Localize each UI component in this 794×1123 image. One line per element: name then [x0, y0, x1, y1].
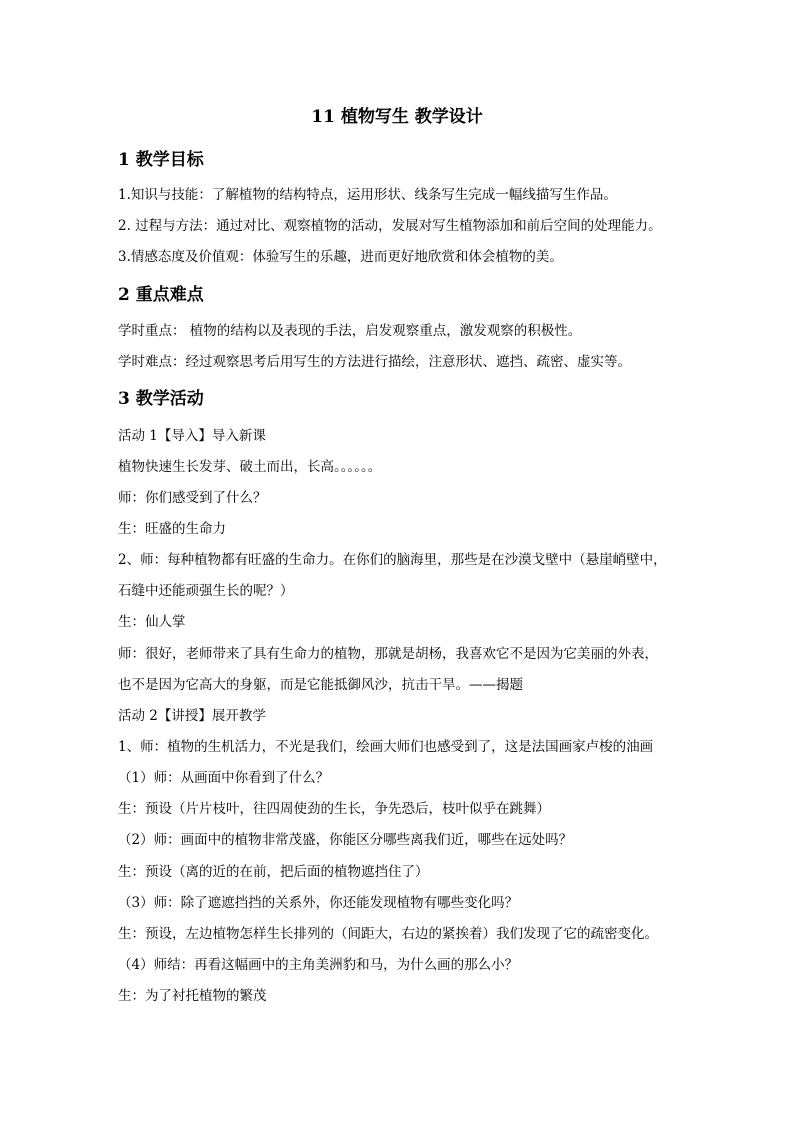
paragraph-line: 3.情感态度及价值观：体验写生的乐趣，进而更好地欣赏和体会植物的美。 [118, 249, 563, 265]
document-title: 11 植物写生 教学设计 [311, 107, 483, 127]
paragraph-line: 活动 2【讲授】展开教学 [118, 708, 266, 724]
paragraph-line: （4）师结：再看这幅画中的主角美洲豹和马，为什么画的那么小？ [118, 957, 519, 973]
paragraph-line: 石缝中还能顽强生长的呢？） [118, 583, 294, 599]
paragraph-line: 师：很好，老师带来了具有生命力的植物，那就是胡杨，我喜欢它不是因为它美丽的外表， [118, 646, 658, 662]
paragraph-line: （1）师：从画面中你看到了什么？ [118, 770, 330, 786]
paragraph-line: 师：你们感受到了什么？ [118, 490, 267, 506]
paragraph-line: （3）师：除了遮遮挡挡的关系外，你还能发现植物有哪些变化吗？ [118, 895, 519, 911]
paragraph-line: 生：旺盛的生命力 [118, 521, 226, 537]
paragraph-line: 生：预设，左边植物怎样生长排列的（间距大，右边的紧挨着）我们发现了它的疏密变化。 [118, 926, 658, 942]
paragraph-line: 1、师：植物的生机活力，不光是我们，绘画大师们也感受到了，这是法国画家卢梭的油画 [118, 739, 654, 755]
section-heading-key-points: 2 重点难点 [118, 285, 204, 305]
paragraph-line: 活动 1【导入】导入新课 [118, 428, 266, 444]
paragraph-line: 生：预设（离的近的在前，把后面的植物遮挡住了） [118, 864, 429, 880]
paragraph-line: （2）师：画面中的植物非常茂盛，你能区分哪些离我们近，哪些在远处吗？ [118, 832, 573, 848]
paragraph-line: 也不是因为它高大的身躯，而是它能抵御风沙，抗击干旱。——揭题 [118, 677, 523, 693]
paragraph-line: 植物快速生长发芽、破土而出，长高。。。。。。 [118, 459, 382, 475]
paragraph-line: 2. 过程与方法：通过对比、观察植物的活动，发展对写生植物添加和前后空间的处理能力。 [118, 218, 662, 234]
section-heading-objectives: 1 教学目标 [118, 150, 204, 170]
paragraph-line: 学时重点： 植物的结构以及表现的手法，启发观察重点，激发观察的积极性。 [118, 323, 582, 339]
paragraph-line: 生：为了衬托植物的繁茂 [118, 988, 267, 1004]
section-heading-activities: 3 教学活动 [118, 389, 204, 409]
paragraph-line: 1.知识与技能：了解植物的结构特点，运用形状、线条写生完成一幅线描写生作品。 [118, 187, 617, 203]
paragraph-line: 生：仙人掌 [118, 614, 186, 630]
paragraph-line: 2、师：每种植物都有旺盛的生命力。在你们的脑海里，那些是在沙漠戈壁中（悬崖峭壁中， [118, 552, 667, 568]
paragraph-line: 学时难点：经过观察思考后用写生的方法进行描绘，注意形状、遮挡、疏密、虚实等。 [118, 354, 631, 370]
paragraph-line: 生：预设（片片枝叶，往四周使劲的生长，争先恐后，枝叶似乎在跳舞） [118, 801, 550, 817]
